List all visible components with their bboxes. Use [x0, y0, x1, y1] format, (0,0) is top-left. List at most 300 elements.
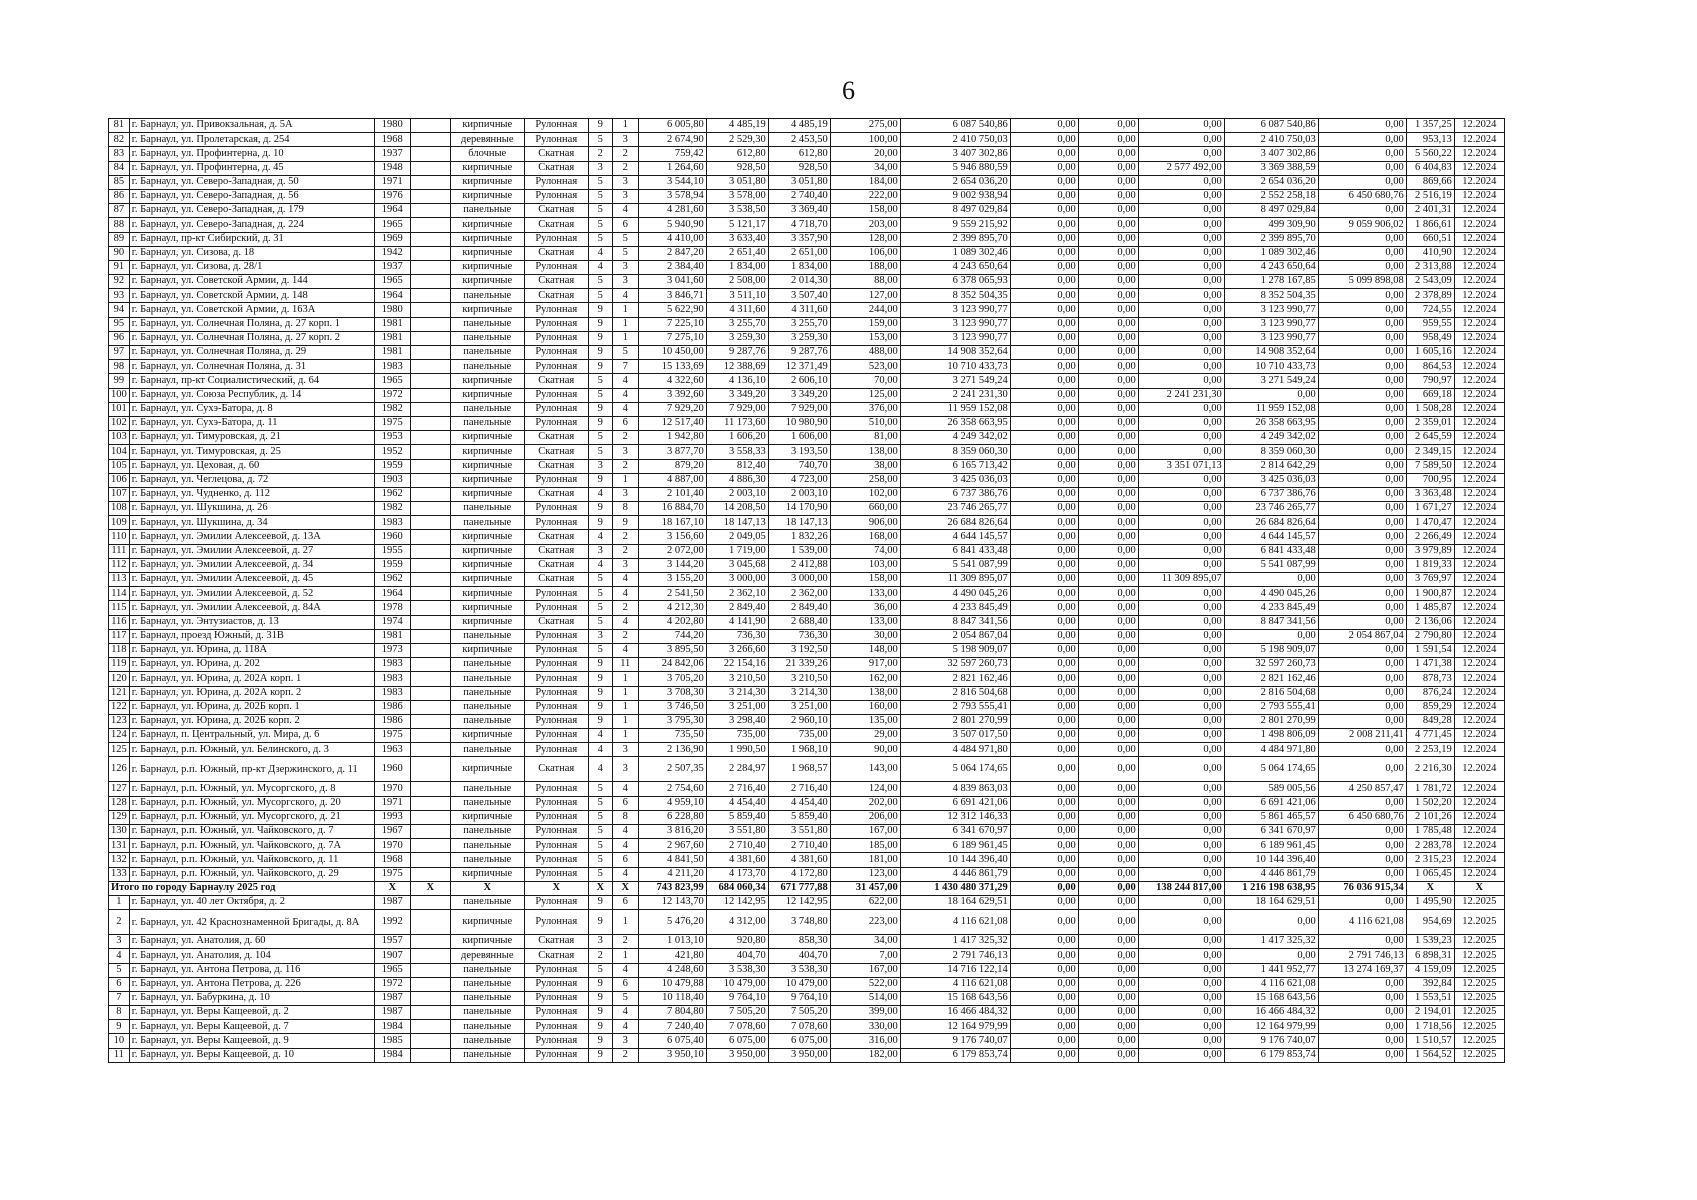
table-cell: 0,00: [1318, 516, 1406, 530]
table-cell: 9: [109, 1020, 130, 1034]
table-cell: 1: [612, 331, 638, 345]
table-cell: 117: [109, 629, 130, 643]
table-cell: [410, 839, 450, 853]
table-cell: 0,00: [1078, 303, 1138, 317]
table-cell: 0,00: [1078, 629, 1138, 643]
table-cell: 135,00: [830, 714, 900, 728]
table-cell: 85: [109, 175, 130, 189]
table-cell: 12.2024: [1454, 502, 1504, 516]
table-cell: 0,00: [1078, 147, 1138, 161]
table-cell: Скатная: [524, 161, 588, 175]
table-cell: [410, 161, 450, 175]
table-row: [109, 935, 1505, 949]
table-cell: 126: [109, 757, 130, 782]
table-cell: панельные: [450, 658, 524, 672]
table-cell: 2 399 895,70: [1224, 232, 1318, 246]
table-cell: 3: [612, 133, 638, 147]
table-cell: 0,00: [1010, 977, 1078, 991]
table-cell: 4: [612, 825, 638, 839]
table-cell: 5: [612, 246, 638, 260]
table-cell: 2 194,01: [1406, 1006, 1454, 1020]
table-cell: 5 476,20: [638, 910, 706, 935]
table-cell: 2: [612, 629, 638, 643]
table-row: [109, 991, 1505, 1005]
table-cell: 9 764,10: [706, 991, 768, 1005]
table-cell: 3 895,50: [638, 643, 706, 657]
table-cell: 2 674,90: [638, 133, 706, 147]
table-cell: 1984: [374, 1048, 410, 1062]
table-cell: г. Барнаул, ул. Энтузиастов, д. 13: [129, 615, 374, 629]
table-cell: Скатная: [524, 530, 588, 544]
table-cell: 0,00: [1318, 895, 1406, 909]
table-cell: 0,00: [1318, 658, 1406, 672]
table-row: [109, 629, 1505, 643]
table-cell: 0,00: [1010, 346, 1078, 360]
table-cell: 6 841 433,48: [900, 544, 1010, 558]
table-cell: 0,00: [1010, 303, 1078, 317]
table-cell: Рулонная: [524, 331, 588, 345]
table-cell: 0,00: [1010, 1006, 1078, 1020]
table-cell: Рулонная: [524, 360, 588, 374]
table-row: [109, 977, 1505, 991]
table-cell: 1960: [374, 530, 410, 544]
table-cell: 2 552 258,18: [1224, 189, 1318, 203]
table-cell: 4 141,90: [706, 615, 768, 629]
table-cell: 7 505,20: [706, 1006, 768, 1020]
table-cell: 128,00: [830, 232, 900, 246]
table-cell: 12.2024: [1454, 346, 1504, 360]
table-cell: 168,00: [830, 530, 900, 544]
table-cell: г. Барнаул, ул. Сизова, д. 18: [129, 246, 374, 260]
table-cell: 0,00: [1138, 374, 1224, 388]
table-cell: 5 940,90: [638, 218, 706, 232]
table-row: [109, 119, 1505, 133]
table-cell: 34,00: [830, 161, 900, 175]
table-cell: 2: [612, 1048, 638, 1062]
table-cell: 0,00: [1010, 963, 1078, 977]
table-cell: 0,00: [1318, 839, 1406, 853]
table-cell: г. Барнаул, ул. Чеглецова, д. 72: [129, 473, 374, 487]
table-cell: 7,00: [830, 949, 900, 963]
table-cell: 9: [588, 317, 612, 331]
table-cell: 1962: [374, 573, 410, 587]
table-cell: 6 165 713,42: [900, 459, 1010, 473]
table-cell: 90: [109, 246, 130, 260]
table-cell: 12 164 979,99: [1224, 1020, 1318, 1034]
table-cell: 70,00: [830, 374, 900, 388]
table-cell: 499 309,90: [1224, 218, 1318, 232]
table-row: [109, 700, 1505, 714]
table-cell: 3 051,80: [768, 175, 830, 189]
table-cell: 128: [109, 796, 130, 810]
table-cell: 2 349,15: [1406, 445, 1454, 459]
table-cell: 0,00: [1078, 360, 1138, 374]
table-cell: 38,00: [830, 459, 900, 473]
table-cell: 12.2024: [1454, 615, 1504, 629]
table-cell: 1971: [374, 796, 410, 810]
table-cell: [410, 402, 450, 416]
table-cell: 188,00: [830, 260, 900, 274]
table-cell: 917,00: [830, 658, 900, 672]
table-cell: Скатная: [524, 246, 588, 260]
table-cell: 0,00: [1318, 331, 1406, 345]
table-cell: 6 341 670,97: [1224, 825, 1318, 839]
table-cell: 0,00: [1318, 977, 1406, 991]
table-cell: 12.2024: [1454, 218, 1504, 232]
table-cell: г. Барнаул, ул. Веры Кащеевой, д. 7: [129, 1020, 374, 1034]
table-cell: 2 315,23: [1406, 853, 1454, 867]
table-cell: 3 950,00: [706, 1048, 768, 1062]
table-cell: 0,00: [1138, 1048, 1224, 1062]
table-cell: кирпичные: [450, 867, 524, 881]
table-cell: кирпичные: [450, 275, 524, 289]
table-cell: 1 502,20: [1406, 796, 1454, 810]
table-cell: 18 164 629,51: [900, 895, 1010, 909]
table-cell: 0,00: [1010, 431, 1078, 445]
table-cell: 2 253,19: [1406, 743, 1454, 757]
table-row: [109, 895, 1505, 909]
table-cell: 0,00: [1078, 853, 1138, 867]
table-cell: 12.2024: [1454, 232, 1504, 246]
table-cell: 1 781,72: [1406, 782, 1454, 796]
table-cell: 1948: [374, 161, 410, 175]
table-cell: 0,00: [1138, 629, 1224, 643]
table-cell: 4: [109, 949, 130, 963]
table-cell: 5: [588, 839, 612, 853]
table-cell: 9: [588, 1006, 612, 1020]
table-row: [109, 782, 1505, 796]
table-cell: 2 410 750,03: [1224, 133, 1318, 147]
table-cell: 1903: [374, 473, 410, 487]
table-cell: панельные: [450, 853, 524, 867]
table-cell: 5: [588, 289, 612, 303]
table-cell: 5: [588, 218, 612, 232]
table-cell: 1 834,00: [706, 260, 768, 274]
table-cell: 3 392,60: [638, 388, 706, 402]
table-cell: 3 950,10: [638, 1048, 706, 1062]
table-cell: 0,00: [1318, 289, 1406, 303]
table-cell: 2 754,60: [638, 782, 706, 796]
table-cell: 0,00: [1010, 910, 1078, 935]
table-cell: 3: [588, 544, 612, 558]
total-row: [109, 881, 1505, 895]
table-cell: [410, 963, 450, 977]
table-cell: 0,00: [1078, 1006, 1138, 1020]
table-cell: 5: [588, 643, 612, 657]
table-cell: Скатная: [524, 431, 588, 445]
table-cell: 0,00: [1010, 782, 1078, 796]
table-cell: 34,00: [830, 935, 900, 949]
table-cell: 1 264,60: [638, 161, 706, 175]
table-cell: 0,00: [1138, 317, 1224, 331]
table-cell: кирпичные: [450, 161, 524, 175]
table-cell: 0,00: [1138, 516, 1224, 530]
table-cell: 12 312 146,33: [900, 810, 1010, 824]
table-cell: 0,00: [1078, 935, 1138, 949]
table-cell: 0,00: [1224, 629, 1318, 643]
table-cell: 1974: [374, 615, 410, 629]
table-cell: 0,00: [1138, 1020, 1224, 1034]
table-cell: [410, 949, 450, 963]
table-cell: [410, 431, 450, 445]
table-cell: 4 311,60: [768, 303, 830, 317]
table-cell: 3: [588, 629, 612, 643]
table-cell: 724,55: [1406, 303, 1454, 317]
table-row: [109, 175, 1505, 189]
table-cell: 4: [588, 558, 612, 572]
table-cell: 0,00: [1138, 991, 1224, 1005]
table-cell: 4: [588, 246, 612, 260]
table-cell: 9 559 215,92: [900, 218, 1010, 232]
table-cell: 1969: [374, 232, 410, 246]
table-cell: 0,00: [1010, 232, 1078, 246]
table-cell: 5 859,40: [706, 810, 768, 824]
total-label: Итого по городу Барнаулу 2025 год: [109, 881, 375, 895]
table-cell: 3 000,00: [706, 573, 768, 587]
table-row: [109, 558, 1505, 572]
table-cell: 3 255,70: [706, 317, 768, 331]
table-cell: 9: [588, 991, 612, 1005]
table-cell: [410, 700, 450, 714]
table-cell: 124,00: [830, 782, 900, 796]
table-cell: Скатная: [524, 445, 588, 459]
table-cell: 4 322,60: [638, 374, 706, 388]
table-cell: [410, 810, 450, 824]
table-cell: 4 446 861,79: [1224, 867, 1318, 881]
table-cell: 0,00: [1078, 459, 1138, 473]
table-cell: Рулонная: [524, 991, 588, 1005]
table-cell: X: [588, 881, 612, 895]
table-cell: 0,00: [1318, 402, 1406, 416]
table-cell: 113: [109, 573, 130, 587]
table-cell: г. Барнаул, ул. Бабуркина, д. 10: [129, 991, 374, 1005]
table-cell: 4 485,19: [706, 119, 768, 133]
table-cell: 4 250 857,47: [1318, 782, 1406, 796]
table-cell: 0,00: [1010, 331, 1078, 345]
table-cell: 1 900,87: [1406, 587, 1454, 601]
table-cell: 1985: [374, 1034, 410, 1048]
table-cell: 0,00: [1318, 935, 1406, 949]
table-cell: 0,00: [1010, 757, 1078, 782]
table-cell: [410, 1006, 450, 1020]
table-cell: 12.2024: [1454, 487, 1504, 501]
table-cell: г. Барнаул, ул. Северо-Западная, д. 224: [129, 218, 374, 232]
table-cell: 1 553,51: [1406, 991, 1454, 1005]
table-row: [109, 853, 1505, 867]
table-cell: 100,00: [830, 133, 900, 147]
table-row: [109, 189, 1505, 203]
table-cell: 12.2024: [1454, 402, 1504, 416]
table-cell: 4 136,10: [706, 374, 768, 388]
table-cell: 1 834,00: [768, 260, 830, 274]
table-cell: 1983: [374, 686, 410, 700]
table-cell: 7 804,80: [638, 1006, 706, 1020]
table-cell: 3 193,50: [768, 445, 830, 459]
table-cell: 2 688,40: [768, 615, 830, 629]
table-cell: 116: [109, 615, 130, 629]
table-cell: 3 363,48: [1406, 487, 1454, 501]
table-cell: Рулонная: [524, 317, 588, 331]
table-cell: г. Барнаул, р.п. Южный, пр-кт Дзержинского, д. 11: [129, 757, 374, 782]
table-cell: 9: [588, 346, 612, 360]
table-cell: 12.2024: [1454, 189, 1504, 203]
table-cell: кирпичные: [450, 601, 524, 615]
table-cell: 0,00: [1318, 558, 1406, 572]
table-cell: 0,00: [1318, 416, 1406, 430]
table-cell: панельные: [450, 672, 524, 686]
table-cell: панельные: [450, 686, 524, 700]
table-cell: 2 849,40: [768, 601, 830, 615]
table-cell: 6: [109, 977, 130, 991]
table-cell: 95: [109, 317, 130, 331]
table-cell: 84: [109, 161, 130, 175]
table-cell: 12.2025: [1454, 1020, 1504, 1034]
table-cell: 0,00: [1318, 502, 1406, 516]
table-cell: 0,00: [1010, 839, 1078, 853]
table-cell: 0,00: [1078, 431, 1138, 445]
table-cell: 0,00: [1078, 275, 1138, 289]
table-cell: 12.2024: [1454, 686, 1504, 700]
table-cell: 514,00: [830, 991, 900, 1005]
table-cell: 736,30: [768, 629, 830, 643]
table-cell: Скатная: [524, 544, 588, 558]
table-cell: 10 450,00: [638, 346, 706, 360]
table-cell: 0,00: [1078, 374, 1138, 388]
table-cell: 6 737 386,76: [1224, 487, 1318, 501]
table-row: [109, 431, 1505, 445]
table-cell: 0,00: [1138, 853, 1224, 867]
table-cell: 6 341 670,97: [900, 825, 1010, 839]
table-cell: 4: [612, 204, 638, 218]
table-cell: 4: [612, 289, 638, 303]
table-cell: г. Барнаул, ул. Юрина, д. 202Б корп. 2: [129, 714, 374, 728]
table-cell: 0,00: [1078, 601, 1138, 615]
table-cell: 9: [588, 1048, 612, 1062]
table-cell: кирпичные: [450, 544, 524, 558]
table-cell: 12.2024: [1454, 601, 1504, 615]
table-cell: 5: [588, 867, 612, 881]
table-cell: 3 633,40: [706, 232, 768, 246]
table-cell: Рулонная: [524, 910, 588, 935]
table-cell: 3 578,94: [638, 189, 706, 203]
table-cell: 0,00: [1010, 643, 1078, 657]
table-cell: 0,00: [1010, 810, 1078, 824]
table-cell: 0,00: [1138, 473, 1224, 487]
table-cell: [410, 303, 450, 317]
table-cell: 112: [109, 558, 130, 572]
table-cell: 1: [612, 949, 638, 963]
table-cell: 1972: [374, 977, 410, 991]
table-row: [109, 949, 1505, 963]
table-cell: 2 101,40: [638, 487, 706, 501]
table-cell: Скатная: [524, 558, 588, 572]
table-cell: 1963: [374, 743, 410, 757]
table-cell: [410, 587, 450, 601]
table-cell: Рулонная: [524, 175, 588, 189]
table-cell: 0,00: [1078, 573, 1138, 587]
table-cell: 0,00: [1010, 161, 1078, 175]
table-cell: 12.2025: [1454, 910, 1504, 935]
table-cell: [410, 601, 450, 615]
table-cell: г. Барнаул, ул. 40 лет Октября, д. 2: [129, 895, 374, 909]
table-row: [109, 729, 1505, 743]
table-cell: 12.2024: [1454, 558, 1504, 572]
table-cell: 404,70: [768, 949, 830, 963]
table-cell: 3 123 990,77: [1224, 331, 1318, 345]
table-cell: 4 644 145,57: [900, 530, 1010, 544]
table-row: [109, 402, 1505, 416]
table-cell: 1: [612, 317, 638, 331]
table-cell: 3 544,10: [638, 175, 706, 189]
table-cell: 6 179 853,74: [900, 1048, 1010, 1062]
table-cell: 6 691 421,06: [900, 796, 1010, 810]
table-cell: X: [410, 881, 450, 895]
table-cell: 0,00: [1138, 402, 1224, 416]
table-cell: 158,00: [830, 204, 900, 218]
table-cell: 0,00: [1318, 573, 1406, 587]
table-cell: 4 454,40: [706, 796, 768, 810]
table-cell: [410, 374, 450, 388]
table-cell: 9: [588, 672, 612, 686]
table-cell: 0,00: [1010, 487, 1078, 501]
table-cell: 23 746 265,77: [1224, 502, 1318, 516]
table-cell: 12.2024: [1454, 416, 1504, 430]
table-cell: 3 298,40: [706, 714, 768, 728]
table-cell: 0,00: [1318, 825, 1406, 839]
table-cell: 879,20: [638, 459, 706, 473]
table-cell: г. Барнаул, ул. Солнечная Поляна, д. 31: [129, 360, 374, 374]
table-cell: 2 716,40: [706, 782, 768, 796]
table-cell: кирпичные: [450, 573, 524, 587]
table-cell: 2 359,01: [1406, 416, 1454, 430]
table-cell: 10 118,40: [638, 991, 706, 1005]
table-cell: 0,00: [1078, 782, 1138, 796]
table-cell: 5: [588, 825, 612, 839]
table-cell: 3 705,20: [638, 672, 706, 686]
table-cell: 1965: [374, 218, 410, 232]
table-cell: Скатная: [524, 573, 588, 587]
table-cell: 5 121,17: [706, 218, 768, 232]
table-cell: 2 606,10: [768, 374, 830, 388]
table-cell: 0,00: [1318, 161, 1406, 175]
table-cell: 1 471,38: [1406, 658, 1454, 672]
table-cell: 0,00: [1010, 530, 1078, 544]
table-cell: 8 352 504,35: [1224, 289, 1318, 303]
table-cell: 81,00: [830, 431, 900, 445]
table-cell: 0,00: [1138, 1034, 1224, 1048]
table-cell: 2 814 642,29: [1224, 459, 1318, 473]
table-cell: 8 497 029,84: [1224, 204, 1318, 218]
table-cell: г. Барнаул, ул. Советской Армии, д. 148: [129, 289, 374, 303]
table-cell: 2 541,50: [638, 587, 706, 601]
table-cell: 3: [588, 459, 612, 473]
table-cell: 6 450 680,76: [1318, 810, 1406, 824]
table-cell: 4 248,60: [638, 963, 706, 977]
table-cell: Скатная: [524, 275, 588, 289]
table-cell: 12 371,49: [768, 360, 830, 374]
table-cell: 2: [588, 949, 612, 963]
table-cell: г. Барнаул, ул. Анатолия, д. 60: [129, 935, 374, 949]
table-cell: панельные: [450, 825, 524, 839]
table-cell: 0,00: [1078, 388, 1138, 402]
table-cell: 0,00: [1078, 895, 1138, 909]
table-cell: 10 144 396,40: [900, 853, 1010, 867]
table-cell: Рулонная: [524, 402, 588, 416]
table-cell: 920,80: [706, 935, 768, 949]
table-cell: 12.2024: [1454, 573, 1504, 587]
table-cell: 3 407 302,86: [900, 147, 1010, 161]
table-row: [109, 161, 1505, 175]
